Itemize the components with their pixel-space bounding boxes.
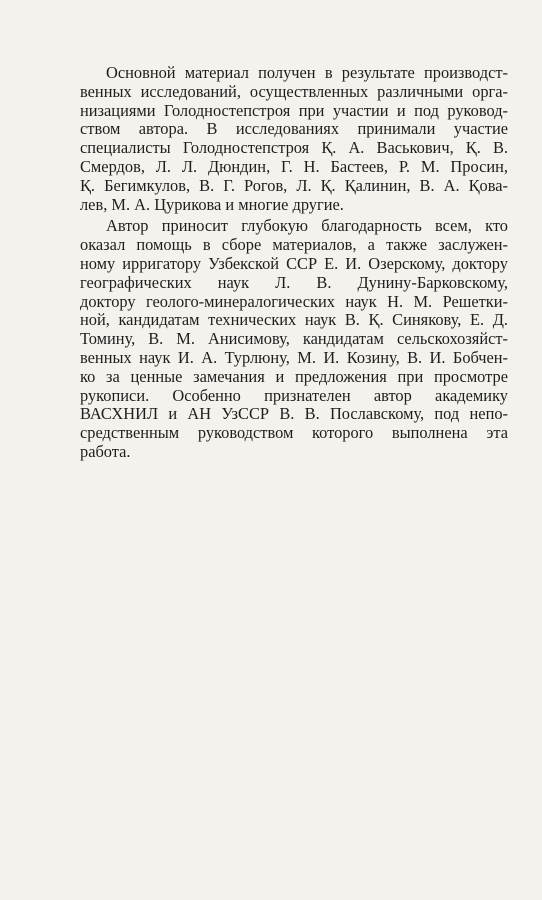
text-line: венных исследований, осуществленных различными орга- [80,82,508,101]
text-line: Қ. Бегимкулов, В. Г. Рогов, Л. Қ. Қалинин, В. А. Қова- [80,176,508,195]
text-line: средственным руководством которого выполнена эта [80,424,508,443]
page-body [54,64,508,462]
text-line: работа. [80,442,131,461]
text-line: рукописи. Особенно признателен автор академику [80,386,508,405]
text-line: ВАСХНИЛ и АН УзССР В. В. Пославскому, под непо- [80,405,508,424]
text-line: низациями Голодностепстроя при участии и под руковод- [80,101,508,120]
text-line: ко за ценные замечания и предложения при просмотре [80,367,508,386]
text-line: Основной материал получен в результате производст- [106,64,508,82]
text-line: Автор приносит глубокую благодарность всем, кто [106,217,508,236]
paragraph-material-sources [54,64,508,214]
text-line: ной, кандидатам технических наук В. Қ. Синякову, Е. Д. [80,311,508,330]
paragraph-acknowledgements [54,217,508,461]
text-line: ному ирригатору Узбекской ССР Е. И. Озерскому, доктору [80,254,508,273]
text-line: географических наук Л. В. Дунину-Барковскому, [80,273,508,292]
text-line: оказал помощь в сборе материалов, а также заслужен- [80,236,508,255]
text-line: Смердов, Л. Л. Дюндин, Г. Н. Бастеев, Р. М. Просин, [80,157,508,176]
text-line: Томину, В. М. Анисимову, кандидатам сельскохозяйст- [80,330,508,349]
text-line: специалисты Голодностепстроя Қ. А. Васькович, Қ. В. [80,139,508,158]
text-line: венных наук И. А. Турлюну, М. И. Козину, В. И. Бобчен- [80,348,508,367]
text-line: ством автора. В исследованиях принимали участие [80,120,508,139]
text-line: лев, М. А. Цурикова и многие другие. [80,195,344,214]
text-line: доктору геолого-минералогических наук Н. М. Решетки- [80,292,508,311]
